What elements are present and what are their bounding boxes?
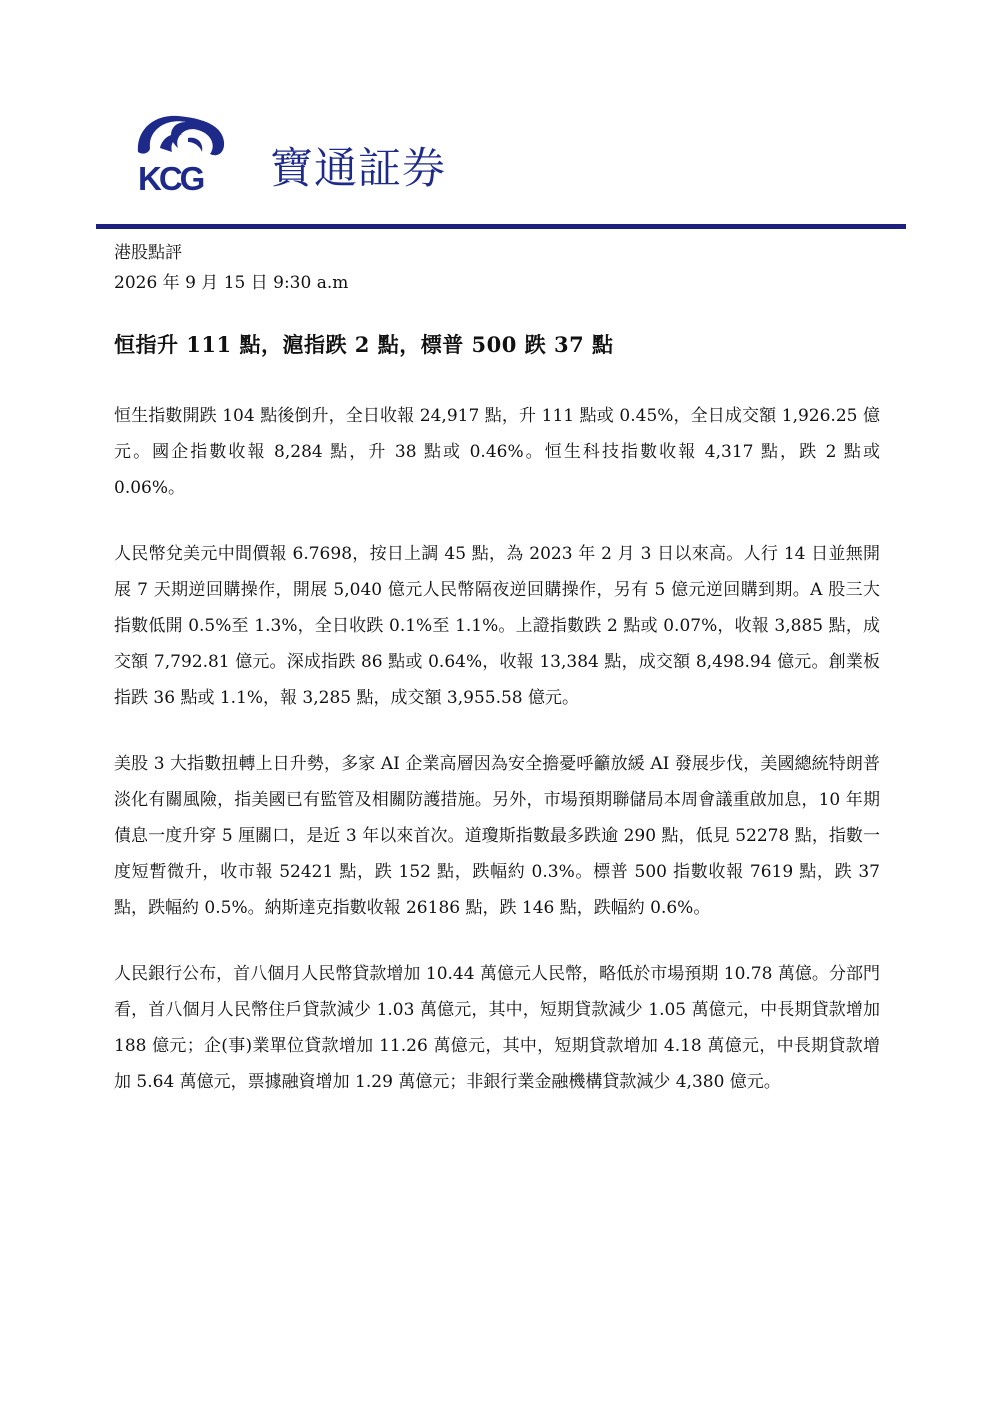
paragraph-pboc-loans: 人民銀行公布，首八個月人民幣貸款增加 10.44 萬億元人民幣，略低於市場預期 10.78 萬億。分部門看，首八個月人民幣住戶貸款減少 1.03 萬億元，其中，短期貸款減少 1.05 萬億元，中長期貸款增加 188 億元；企(事)業單位貸款增加 11.26 萬億元，其中，短期貸款增加 4.18 萬億元，中長期貸款增加 5.64 萬億元，票據融資增加 1.29 萬億元；非銀行業金融機構貸款減少 4,380 億元。 — [114, 964, 880, 1092]
kcg-logo-text: KCG — [138, 160, 203, 197]
paragraph-us-market: 美股 3 大指數扭轉上日升勢，多家 AI 企業高層因為安全擔憂呼籲放緩 AI 發展步伐，美國總統特朗普淡化有關風險，指美國已有監管及相關防護措施。另外，市場預期聯儲局本周會議重啟加息，10 年期債息一度升穿 5 厘關口，是近 3 年以來首次。道瓊斯指數最多跌逾 290 點，低見 52278 點，指數一度短暫微升，收市報 52421 點，跌 152 點，跌幅約 0.3%。標普 500 指數收報 7619 點，跌 37 點，跌幅約 0.5%。納斯達克指數收報 26186 點，跌 146 點，跌幅約 0.6%。 — [114, 754, 880, 918]
header-divider — [96, 224, 906, 229]
report-category: 港股點評 — [114, 243, 182, 263]
report-meta — [114, 238, 348, 298]
article-body — [114, 398, 880, 1130]
paragraph-china-market: 人民幣兌美元中間價報 6.7698，按日上調 45 點，為 2023 年 2 月 3 日以來高。人行 14 日並無開展 7 天期逆回購操作，開展 5,040 億元人民幣隔夜逆回購操作，另有 5 億元逆回購到期。A 股三大指數低開 0.5%至 1.3%，全日收跌 0.1%至 1.1%。上證指數跌 2 點或 0.07%，收報 3,885 點，成交額 7,792.81 億元。深成指跌 86 點或 0.64%，收報 13,384 點，成交額 8,498.94 億元。創業板指跌 36 點或 1.1%，報 3,285 點，成交額 3,955.58 億元。 — [114, 544, 880, 708]
report-datetime: 2026 年 9 月 15 日 9:30 a.m — [114, 273, 349, 293]
kcg-emblem-icon — [130, 108, 230, 164]
company-name: 寶通証券 — [270, 144, 446, 194]
paragraph-hk-market: 恒生指數開跌 104 點後倒升，全日收報 24,917 點，升 111 點或 0.45%，全日成交額 1,926.25 億元。國企指數收報 8,284 點，升 38 點或 0.46%。恒生科技指數收報 4,317 點，跌 2 點或 0.06%。 — [114, 406, 880, 498]
letterhead — [130, 108, 590, 204]
headline: 恒指升 111 點，滬指跌 2 點，標普 500 跌 37 點 — [114, 332, 614, 357]
kcg-logo — [130, 108, 230, 198]
